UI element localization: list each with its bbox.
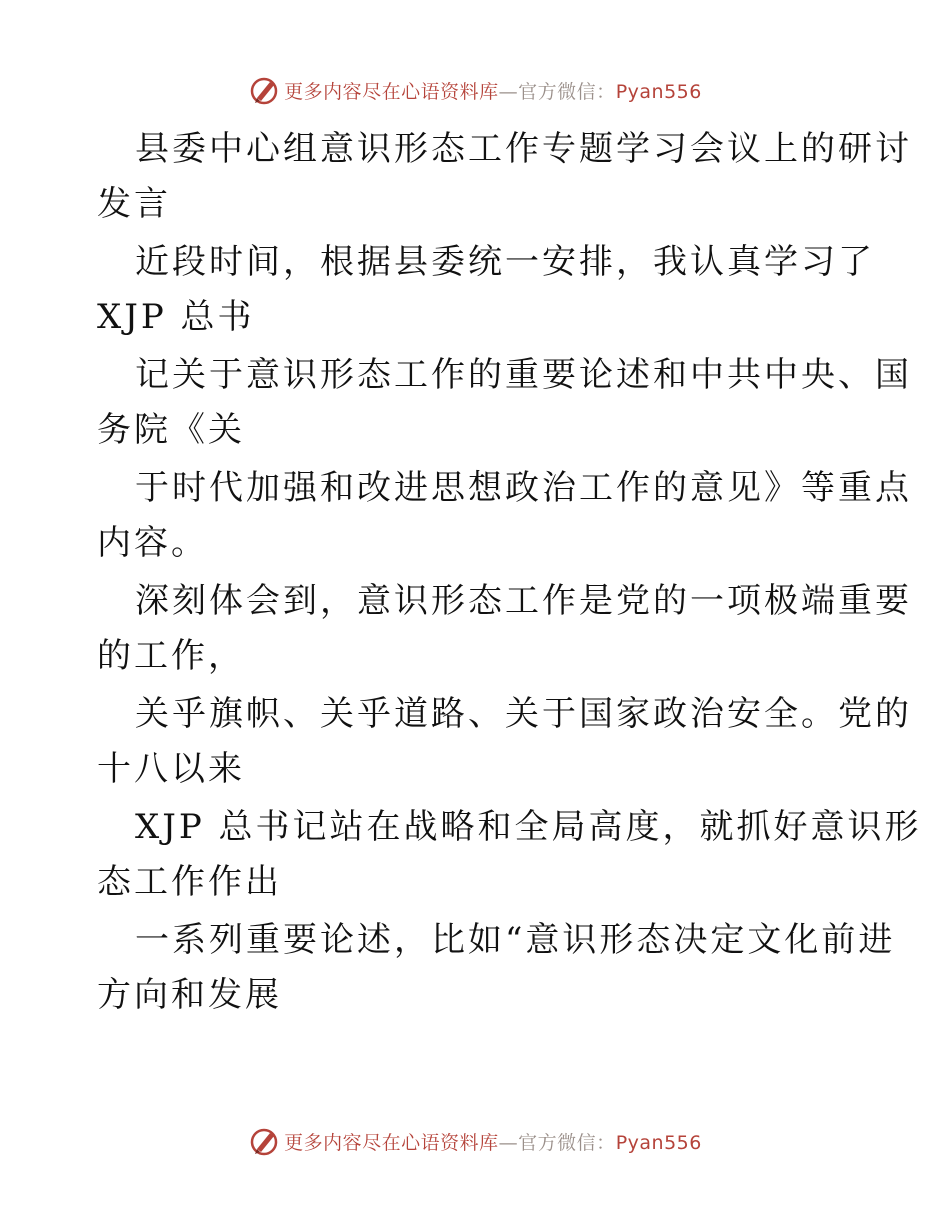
paragraph-line: XJP 总书记站在战略和全局高度，就抓好意识形 [135,807,922,847]
watermark-text [284,1128,702,1155]
header-watermark [0,70,950,110]
paragraph [97,122,912,232]
paragraph [97,687,912,797]
paragraph-line: 态工作作出 [97,862,282,902]
watermark-main: 更多内容尽在心语资料库 [284,1131,499,1154]
paragraph-line: 方向和发展 [97,975,282,1015]
paragraph-line: 务院《关 [97,410,245,450]
footer-watermark [0,1121,950,1161]
paragraph-line: 关乎旗帜、关乎道路、关于国家政治安全。党的 [135,694,912,734]
pen-logo-icon [248,1125,280,1157]
paragraph-line: 十八以来 [97,749,245,789]
watermark-separator: — [498,1131,519,1154]
document-title-line-1: 县委中心组意识形态工作专题学习会议上的研讨 [135,129,912,169]
watermark-main: 更多内容尽在心语资料库 [284,80,499,103]
paragraph-line: 深刻体会到，意识形态工作是党的一项极端重要 [135,581,912,621]
watermark-wechat-id: Pyan556 [615,80,702,103]
paragraph [97,461,912,571]
document-title-line-2: 发言 [97,184,171,224]
watermark-separator: — [498,80,519,103]
paragraph-line: 一系列重要论述，比如“意识形态决定文化前进 [135,920,896,960]
paragraph-line: 的工作， [97,636,245,676]
paragraph [97,913,896,1023]
paragraph [97,800,922,910]
watermark-wechat-label: 官方微信： [518,1131,616,1154]
paragraph [97,235,875,345]
paragraph-line: 记关于意识形态工作的重要论述和中共中央、国 [135,355,912,395]
watermark-text [284,77,702,104]
paragraph-line: XJP 总书 [97,297,255,337]
paragraph [97,348,912,458]
paragraph-line: 近段时间，根据县委统一安排，我认真学习了 [135,242,875,282]
pen-logo-icon [248,74,280,106]
watermark-wechat-label: 官方微信： [518,80,616,103]
document-body [97,122,922,1023]
watermark-wechat-id: Pyan556 [615,1131,702,1154]
paragraph-line: 内容。 [97,523,208,563]
paragraph-line: 于时代加强和改进思想政治工作的意见》等重点 [135,468,912,508]
paragraph [97,574,912,684]
